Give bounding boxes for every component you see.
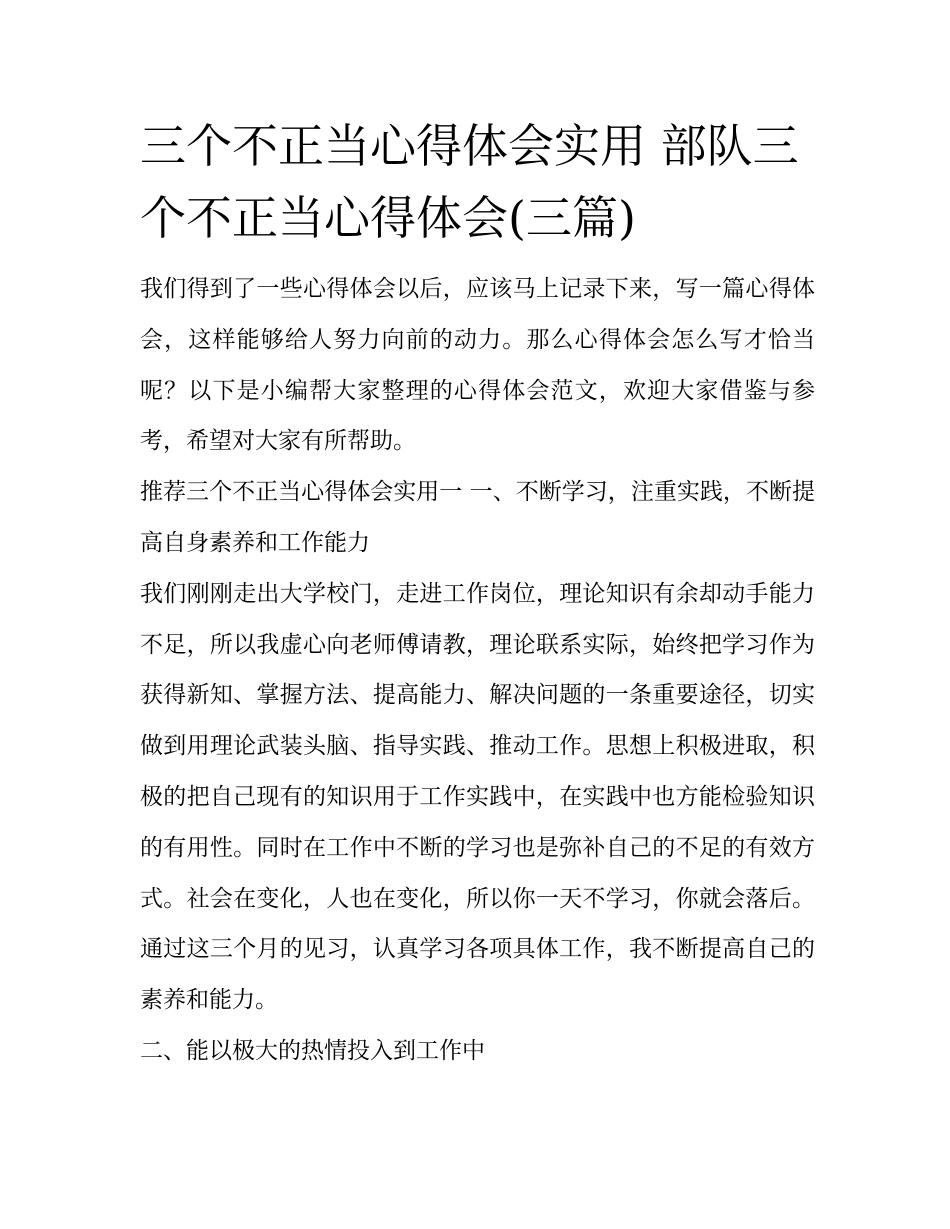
paragraph-heading-two: 二、能以极大的热情投入到工作中 <box>140 1037 485 1064</box>
paragraph-learning: 我们刚刚走出大学校门，走进工作岗位，理论知识有余却动手能力不足，所以我虚心向老师傅请教，理论联系实际，始终把学习作为获得新知、掌握方法、提高能力、解决问题的一条重要途径，切实做到用理论武装头脑、指导实践、推动工作。思想上积极进取，积极的把自己现有的知识用于工作实践中，在实践中也方能检验知识的有用性。同时在工作中不断的学习也是弥补自己的不足的有效方式。社会在变化，人也在变化，所以你一天不学习，你就会落后。通过这三个月的见习，认真学习各项具体工作，我不断提高自己的素养和能力。 <box>140 580 815 1014</box>
paragraph-intro: 我们得到了一些心得体会以后，应该马上记录下来，写一篇心得体会，这样能够给人努力向前的动力。那么心得体会怎么写才恰当呢？以下是小编帮大家整理的心得体会范文，欢迎大家借鉴与参考，希望对大家有所帮助。 <box>140 276 815 455</box>
paragraph-heading-one: 推荐三个不正当心得体会实用一 一、不断学习，注重实践，不断提高自身素养和工作能力 <box>140 479 815 556</box>
document-title: 三个不正当心得体会实用 部队三个不正当心得体会(三篇) <box>140 119 799 245</box>
document-page <box>140 110 815 1077</box>
